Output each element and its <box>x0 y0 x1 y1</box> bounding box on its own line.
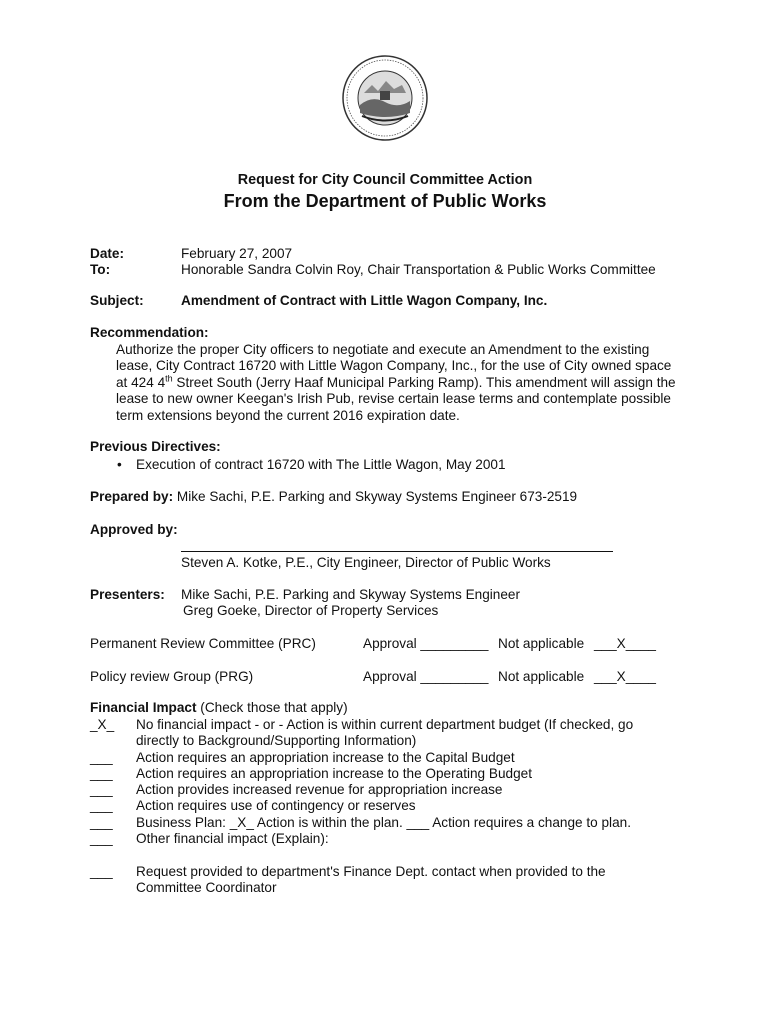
fi-text: Action provides increased revenue for appropriation increase <box>136 782 503 797</box>
to-label: To: <box>90 262 111 277</box>
review-na-mark: ___X____ <box>594 636 656 651</box>
fi-text: Other financial impact (Explain): <box>136 831 329 846</box>
fi-mark: ___ <box>90 750 113 765</box>
review-approval: Approval _________ <box>363 636 489 651</box>
date-label: Date: <box>90 246 124 261</box>
fi-mark: ___ <box>90 766 113 781</box>
fi-mark: ___ <box>90 864 113 879</box>
approved-by-label: Approved by: <box>90 522 178 537</box>
presenter-1: Mike Sachi, P.E. Parking and Skyway Systems Engineer <box>181 587 520 602</box>
title-line-1: Request for City Council Committee Action <box>237 172 533 188</box>
fi-mark: ___ <box>90 815 113 830</box>
previous-directives-label: Previous Directives: <box>90 439 221 454</box>
review-name: Policy review Group (PRG) <box>90 669 254 684</box>
fi-text: directly to Background/Supporting Information) <box>136 733 417 748</box>
review-na-label: Not applicable <box>498 636 585 651</box>
fi-mark: ___ <box>90 831 113 846</box>
fi-text: Business Plan: _X_ Action is within the plan. ___ Action requires a change to plan. <box>136 815 631 830</box>
review-na-label: Not applicable <box>498 669 585 684</box>
fi-text: Action requires use of contingency or reserves <box>136 798 416 813</box>
subject-value: Amendment of Contract with Little Wagon Company, Inc. <box>181 293 548 308</box>
city-seal-logo <box>342 55 428 141</box>
signature-line <box>181 551 613 552</box>
presenter-2: Greg Goeke, Director of Property Services <box>183 603 439 618</box>
review-approval: Approval _________ <box>363 669 489 684</box>
title-line-2: From the Department of Public Works <box>223 191 547 211</box>
recommendation-label: Recommendation: <box>90 325 209 340</box>
date-value: February 27, 2007 <box>181 246 293 261</box>
fi-mark: _X_ <box>90 717 118 732</box>
bullet-icon: • <box>117 457 122 472</box>
fi-text: Committee Coordinator <box>136 880 277 895</box>
to-value: Honorable Sandra Colvin Roy, Chair Transportation & Public Works Committee <box>181 262 656 277</box>
subject-label: Subject: <box>90 293 144 308</box>
fi-text: No financial impact - or - Action is within current department budget (If checked, go <box>136 717 634 732</box>
financial-impact-heading: Financial Impact (Check those that apply) <box>90 700 348 715</box>
fi-text: Request provided to department's Finance Dept. contact when provided to the <box>136 864 606 879</box>
directive-item: Execution of contract 16720 with The Little Wagon, May 2001 <box>136 457 506 472</box>
recommendation-text: Authorize the proper City officers to negotiate and execute an Amendment to the existing lease, City Contract 16720 with Little Wagon Company, Inc., for the use of City owned space at 424 4th Street South (Jerry Haaf Municipal Parking Ramp). This amendment will assign the lease to new owner Keegan's Irish Pub, revise certain lease terms and contemplate possible term extensions beyond the current 2016 expiration date. <box>116 342 676 423</box>
presenters-label: Presenters: <box>90 587 165 602</box>
fi-text: Action requires an appropriation increase to the Capital Budget <box>136 750 515 765</box>
prepared-by: Prepared by: Mike Sachi, P.E. Parking and Skyway Systems Engineer 673-2519 <box>90 489 578 504</box>
fi-text: Action requires an appropriation increase to the Operating Budget <box>136 766 532 781</box>
review-name: Permanent Review Committee (PRC) <box>90 636 316 651</box>
approver-name: Steven A. Kotke, P.E., City Engineer, Director of Public Works <box>181 555 551 570</box>
review-na-mark: ___X____ <box>594 669 656 684</box>
fi-mark: ___ <box>90 798 113 813</box>
fi-mark: ___ <box>90 782 113 797</box>
